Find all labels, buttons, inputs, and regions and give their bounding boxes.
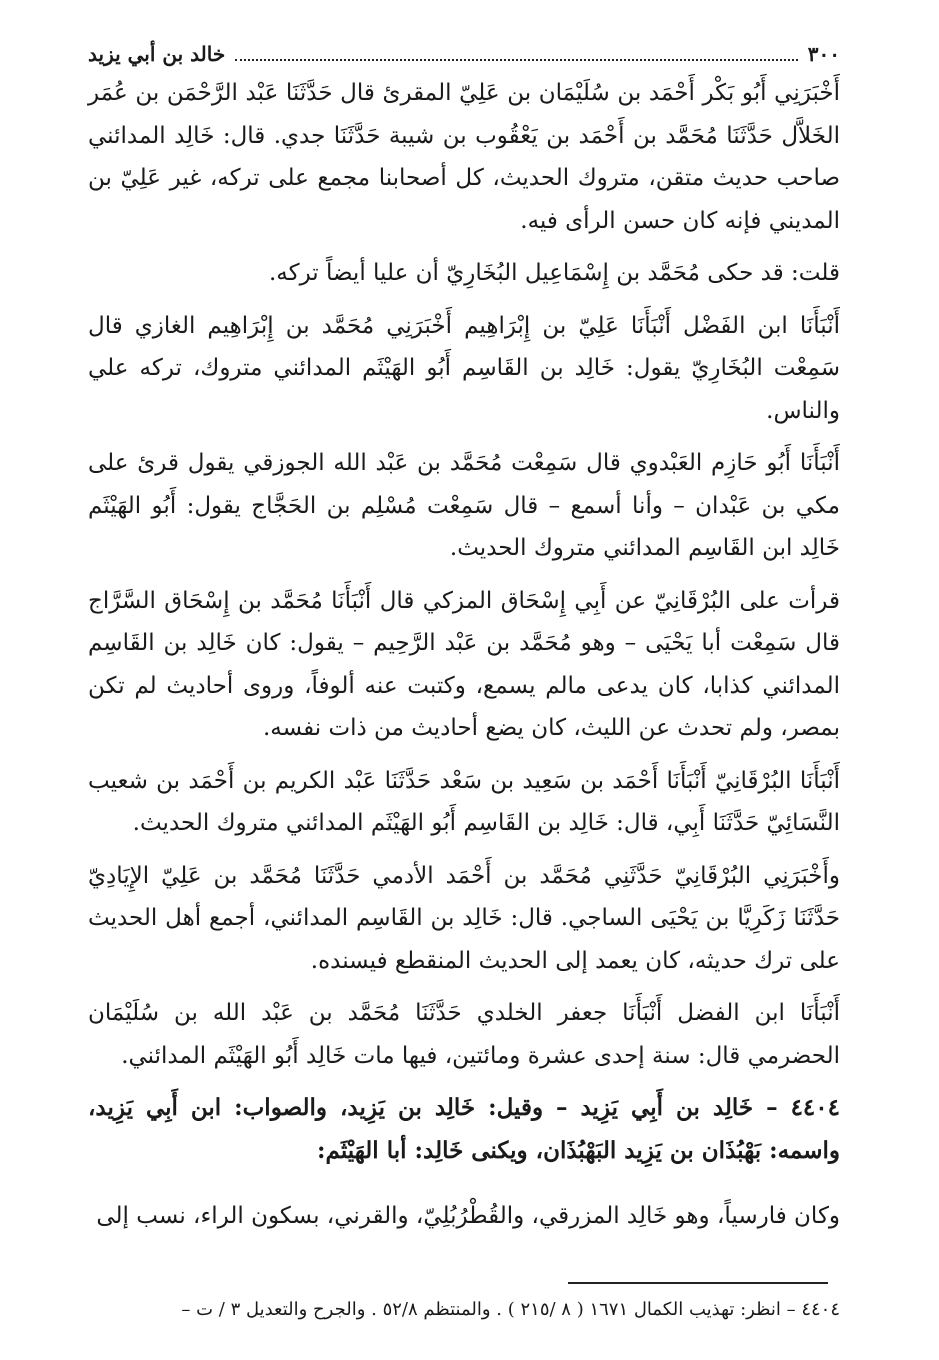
paragraph-4: أَنْبَأَنَا أَبُو حَازِم العَبْدوي قال سَمِعْت مُحَمَّد بن عَبْد الله الجوزقي يقول قرئ على مكي بن عَبْدان – وأنا أسمع – قال سَمِعْت مُسْلِم بن الحَجَّاج يقول: أَبُو الهَيْثَم خَالِد ابن القَاسِم المدائني متروك الحديث. (88, 450, 840, 561)
paragraph-1: أَخْبَرَنِي أَبُو بَكْر أَحْمَد بن سُلَيْمَان بن عَلِيّ المقرئ قال حَدَّثَنَا عَبْد الرَّحْمَن بن عُمَر الخَلاَّل حَدَّثَنَا مُحَمَّد بن أَحْمَد بن يَعْقُوب بن شيبة حَدَّثَنَا جدي. قال: خَالِد المدائني صاحب حديث متقن، متروك الحديث، كل أصحابنا مجمع على تركه، غير عَلِيّ بن المديني فإنه كان حسن الرأى فيه. (88, 80, 840, 234)
footnote: ٤٤٠٤ – انظر: تهذيب الكمال ١٦٧١ ( ٨ /٢١٥ ) . والمنتظم ٥٢/٨ . والجرح والتعديل ٣ / ت – (181, 1299, 840, 1320)
header-leader-dots (235, 37, 798, 61)
paragraph-5: قرأت على البُرْقَانِيّ عن أَبِي إِسْحَاق المزكي قال أَنْبَأَنَا مُحَمَّد بن إِسْحَاق السَّرَّاج قال سَمِعْت أبا يَحْيَى – وهو مُحَمَّد بن عَبْد الرَّحِيم – يقول: كان خَالِد بن القَاسِم المدائني كذابا، كان يدعى مالم يسمع، وكتبت عنه ألوفاً، وروى أحاديث لم تكن بمصر، ولم تحدث عن الليث، كان يضع أحاديث من ذات نفسه. (88, 587, 840, 741)
page-body (88, 36, 840, 1238)
paragraph-2: قلت: قد حكى مُحَمَّد بن إِسْمَاعِيل البُخَارِيّ أن عليا أيضاً تركه. (268, 260, 840, 286)
footnote-separator (568, 1282, 828, 1284)
paragraph-3: أَنْبَأَنَا ابن الفَضْل أَنْبَأَنَا عَلِيّ بن إِبْرَاهِيم أَخْبَرَنِي مُحَمَّد بن إِبْرَاهِيم الغازي قال سَمِعْت البُخَارِيّ يقول: خَالِد بن القَاسِم أَبُو الهَيْثَم المدائني متروك، تركه علي والناس. (88, 312, 840, 424)
page-number: ٣٠٠ (807, 42, 840, 66)
biography-entry-heading: ٤٤٠٤ – خَالِد بن أَبِي يَزِيد – وقيل: خَالِد بن يَزِيد، والصواب: ابن أَبِي يَزِيد، واسمه: بَهْبُذَان بن يَزِيد البَهْبُذَان، ويكنى خَالِد: أبا الهَيْثَم: (88, 1094, 840, 1164)
paragraph-6: أَنْبَأَنَا البُرْقَانِيّ أَنْبَأَنَا أَحْمَد بن سَعِيد بن سَعْد حَدَّثَنَا عَبْد الكريم بن أَحْمَد بن شعيب النَّسَائِيّ حَدَّثَنَا أَبِي، قال: خَالِد بن القَاسِم أَبُو الهَيْثَم المدائني متروك الحديث. (88, 767, 840, 836)
paragraph-7: وأَخْبَرَنِي البُرْقَانِيّ حَدَّثَنِي مُحَمَّد بن أَحْمَد الأدمي حَدَّثَنَا مُحَمَّد بن عَلِيّ الإِيَادِيّ حَدَّثَنَا زَكَرِيَّا بن يَحْيَى الساجي. قال: خَالِد بن القَاسِم المدائني، أجمع أهل الحديث على ترك حديثه، كان يعمد إلى الحديث المنقطع فيسنده. (88, 862, 840, 974)
running-title: خالد بن أبي يزيد (88, 42, 226, 66)
running-header (88, 36, 840, 72)
biography-entry-body: وكان فارسياً، وهو خَالِد المزرقي، والقُطْرُبُلِيّ، والقرني، بسكون الراء، نسب إلى (96, 1203, 840, 1229)
paragraph-8: أَنْبَأَنَا ابن الفضل أَنْبَأَنَا جعفر الخلدي حَدَّثَنَا مُحَمَّد بن عَبْد الله بن سُلَيْمَان الحضرمي قال: سنة إحدى عشرة ومائتين، فيها مات خَالِد أَبُو الهَيْثَم المدائني. (88, 1000, 840, 1069)
